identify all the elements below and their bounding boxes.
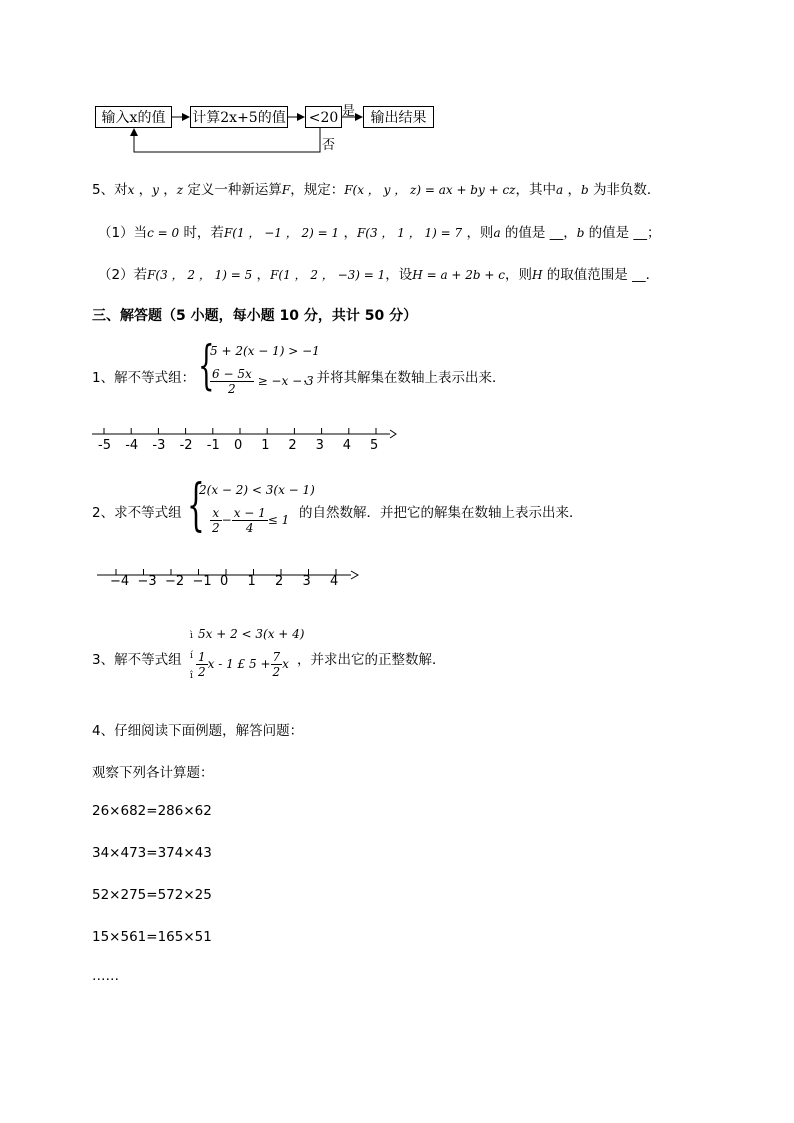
s1-frac-den: 2 (228, 382, 236, 396)
axis-tick-label: 3 (302, 574, 311, 589)
flow-box-compute: 计算2x+5的值 (190, 106, 288, 128)
s1-tail: ，并将其解集在数轴上表示出来． (303, 370, 506, 386)
var-b: b (576, 226, 585, 240)
q5-text: 的值是 (504, 225, 546, 241)
s1-brace: { (198, 336, 215, 396)
s2-lead: 2、求不等式组 (92, 505, 182, 521)
s1-lead: 1、解不等式组： (92, 370, 196, 386)
q5-statement: 5、对x ，y ，z 定义一种新运算F，规定：F(x ， y ， z) = ax + by + cz，其中a ，b 为非负数． (92, 182, 661, 198)
s2-le1: ≤ 1 (267, 513, 290, 527)
axis-tick-label: -5 (98, 438, 111, 453)
axis-tick-label: −3 (137, 574, 157, 589)
flow-yes-label: 是 (342, 104, 356, 119)
var-x: x (282, 657, 289, 671)
s2-frac1-num: x (210, 506, 222, 521)
q5-part1-f2: F(3 ， 1 ， 1) = 7 (356, 226, 463, 240)
axis-tick-label: −1 (192, 574, 212, 589)
q5-text: ，规定： (290, 182, 345, 198)
q5-part1: （1）当c = 0 时，若F(1 ， −1 ， 2) = 1 ，F(3 ， 1 ， 1) = 7 ，则a 的值是 __，b 的值是 __； (98, 225, 661, 241)
axis-tick-label: 1 (261, 438, 270, 453)
s4-equation: 15×561=165×51 (92, 929, 212, 945)
s3-tail: ，并求出它的正整数解． (297, 652, 446, 668)
axis-tick-label: −2 (165, 574, 185, 589)
s3-frac1-num: 1 (198, 650, 206, 664)
s3-frac2-num: 7 (272, 650, 281, 664)
s3-frac1-den: 2 (198, 665, 206, 679)
q5-text: ， (563, 225, 577, 241)
section-title: 三、解答题（5 小题，每小题 10 分，共计 50 分） (92, 308, 418, 324)
var-y: y (152, 183, 159, 197)
s2-ineq1: 2(x − 2) < 3(x − 1) (199, 483, 315, 497)
var-a: a (556, 183, 564, 197)
var-z: z (176, 183, 184, 197)
flow-box-input: 输入x的值 (95, 106, 172, 128)
axis-tick-label: 2 (275, 574, 284, 589)
s2-number-line (95, 566, 365, 580)
var-F: F (281, 183, 291, 197)
q5-text: 的取值范围是 (546, 267, 628, 283)
s2-frac2-den: 4 (245, 521, 254, 535)
q5-part1-label: （1）当 (98, 225, 148, 241)
q5-text: 时，若 (183, 225, 224, 241)
q5-text: 定义一种新运算 (187, 182, 282, 198)
axis-tick-label: 2 (288, 438, 297, 453)
minus-sign: − (221, 513, 232, 527)
axis-tick-label: 1 (247, 574, 256, 589)
s4-ellipsis: …… (92, 968, 119, 984)
q5-text: ，其中 (515, 182, 556, 198)
var-a: a (493, 226, 501, 240)
q5-formula: F(x ， y ， z) = ax + by + cz (344, 183, 516, 197)
s1-frac-num: 6 − 5x (212, 367, 252, 381)
s4-equation: 34×473=374×43 (92, 845, 212, 861)
s4-equation: 26×682=286×62 (92, 803, 212, 819)
flow-no-label: 否 (322, 138, 336, 153)
q5-number: 5、 (92, 182, 115, 198)
q5-text: ，则 (505, 267, 533, 283)
s2-brace: { (187, 473, 205, 538)
q5-text: ，则 (466, 225, 494, 241)
q5-text: 为非负数． (592, 182, 661, 198)
s2-tail: 的自然数解．并把它的解集在数轴上表示出来． (299, 505, 583, 521)
axis-tick-label: 4 (330, 574, 339, 589)
axis-tick-label: 0 (220, 574, 229, 589)
axis-tick-label: -3 (152, 438, 166, 453)
answer-blank: __ (633, 225, 647, 241)
flow-arrows (0, 0, 794, 170)
q5-part2-f2: F(1 ， 2 ， −3) = 1 (270, 268, 386, 282)
q5-part2: （2）若F(3 ， 2 ， 1) = 5 ，F(1 ， 2 ， −3) = 1，设H = a + 2b + c，则H 的取值范围是 __． (98, 267, 660, 283)
answer-blank: __ (549, 225, 564, 241)
q5-text: 对 (114, 182, 128, 198)
q5-part1-cond: c = 0 (147, 226, 180, 240)
var-H: H (532, 268, 543, 282)
s2-ineq2 (210, 506, 289, 535)
q5-part2-H: H = a + 2b + c (412, 268, 506, 282)
q5-text: 的值是 (588, 225, 630, 241)
q5-part2-f1: F(3 ， 2 ， 1) = 5 (147, 268, 253, 282)
answer-blank: __ (632, 267, 646, 283)
s2-frac1-den: 2 (212, 521, 220, 535)
q5-text: ，设 (385, 267, 413, 283)
s1-ineq1: 5 + 2(x − 1) > −1 (210, 344, 320, 358)
s4-observe: 观察下列各计算题： (92, 765, 214, 781)
axis-tick-label: 0 (234, 438, 243, 453)
axis-tick-label: -1 (206, 438, 220, 453)
s3-mid: x - 1 £ 5 + (207, 657, 271, 671)
axis-tick-label: 5 (370, 438, 379, 453)
flow-box-compare: <20 (305, 106, 342, 128)
axis-tick-label: 3 (315, 438, 324, 453)
s1-ineq2-rest: ≥ −x − 3 (257, 374, 314, 388)
s3-ineq1: 5x + 2 < 3(x + 4) (198, 627, 305, 641)
s3-ineq2 (196, 650, 289, 679)
axis-tick-label: -2 (179, 438, 193, 453)
s4-equation: 52×275=572×25 (92, 887, 212, 903)
s3-lead: 3、解不等式组 (92, 652, 182, 668)
s1-ineq2 (210, 367, 314, 396)
s4-lead: 4、仔细阅读下面例题，解答问题： (92, 723, 304, 739)
axis-tick-label: -4 (125, 438, 139, 453)
axis-tick-label: 4 (342, 438, 352, 453)
s2-frac2-num: x − 1 (233, 506, 266, 520)
flow-box-output: 输出结果 (363, 106, 434, 128)
s1-number-line (90, 425, 400, 439)
axis-tick-label: −4 (110, 574, 130, 589)
q5-text: ； (646, 225, 661, 241)
var-x: x (127, 183, 135, 197)
s3-brace-mark: ì í î (190, 631, 193, 681)
q5-part1-f1: F(1 ， −1 ， 2) = 1 (223, 226, 340, 240)
q5-part2-label: （2）若 (98, 267, 148, 283)
s3-frac2-den: 2 (272, 665, 281, 679)
var-b: b (580, 183, 589, 197)
q5-text: ． (645, 267, 660, 283)
